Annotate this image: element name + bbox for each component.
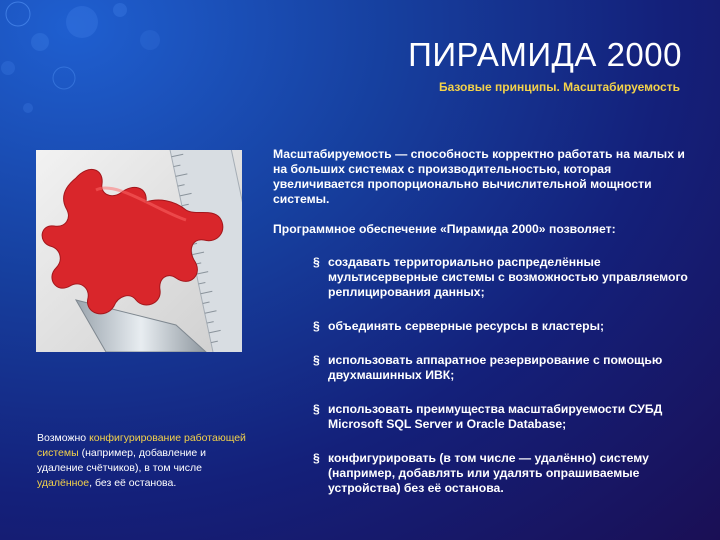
capabilities-list [273, 255, 688, 496]
configuration-note [37, 431, 252, 491]
list-item-text: использовать преимущества масштабируемости СУБД Microsoft SQL Server и Oracle Database; [328, 402, 663, 431]
bullet-icon: § [313, 402, 320, 416]
list-item-text: использовать аппаратное резервирование с помощью двухмашинных ИВК; [328, 353, 663, 382]
puzzle-piece-icon [36, 150, 242, 352]
list-item [313, 451, 688, 496]
note-text: (например, добавление и удаление счётчиков), в том числе [37, 447, 207, 474]
slide-subtitle: Базовые принципы. Масштабируемость [438, 80, 680, 94]
bullet-icon: § [313, 353, 320, 367]
bullet-icon: § [313, 319, 320, 333]
bullet-icon: § [313, 451, 320, 465]
list-item-text: объединять серверные ресурсы в кластеры; [328, 319, 605, 333]
list-item [313, 353, 688, 383]
decorative-bubbles [0, 0, 230, 150]
list-item [313, 402, 688, 432]
intro-paragraph: Программное обеспечение «Пирамида 2000» позволяет: [273, 222, 616, 236]
note-text: , без её останова. [89, 477, 177, 489]
main-text [273, 147, 688, 515]
slide-title: ПИРАМИДА 2000 [408, 36, 682, 73]
list-item-text: конфигурировать (в том числе — удалённо) систему (например, добавлять или удалять опрашиваемые устройства) без её останова. [328, 451, 649, 495]
note-text: Возможно [37, 432, 90, 444]
list-item [313, 255, 688, 300]
bullet-icon: § [313, 255, 320, 269]
puzzle-piece-photo [36, 150, 242, 352]
note-highlight: конфигурирование работающей системы [37, 432, 246, 459]
note-highlight: удалённое [37, 477, 90, 489]
list-item-text: создавать территориально распределённые мультисерверные системы с возможностью управляемого реплицирования данных; [328, 255, 688, 299]
definition-paragraph: Масштабируемость — способность корректно работать на малых и на больших системах с производительностью, которая увеличивается пропорционально вычислительной мощности системы. [273, 147, 685, 206]
list-item [313, 319, 688, 334]
